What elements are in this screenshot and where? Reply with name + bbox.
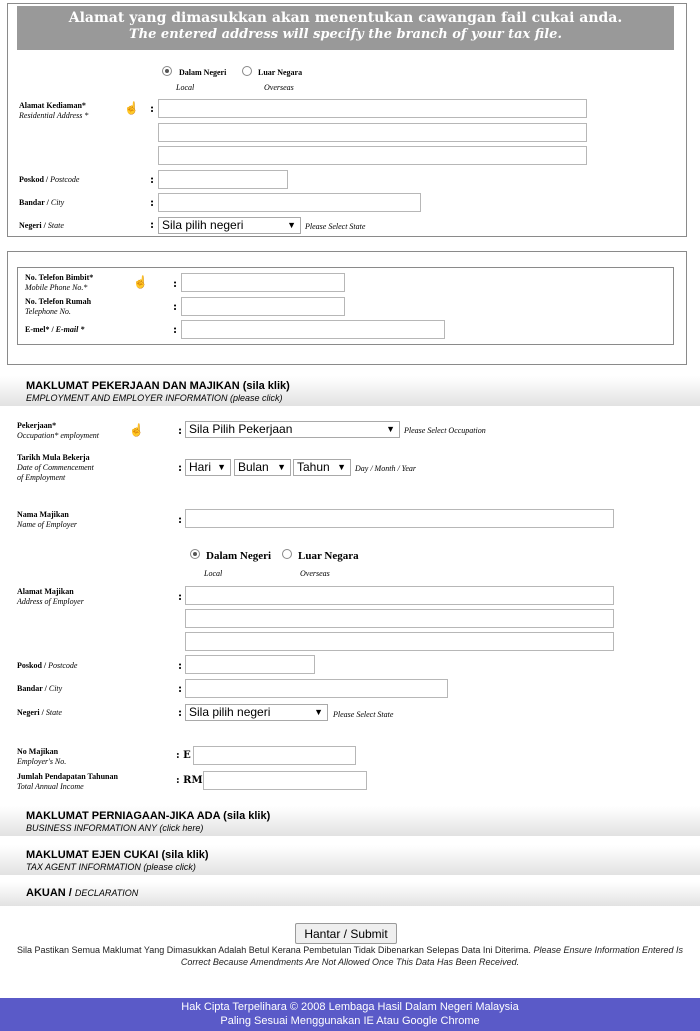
radio-employer-local-label: Dalam Negeri [206, 550, 272, 562]
colon: : [173, 300, 178, 313]
radio-residential-local-label: Dalam Negeri [179, 68, 227, 77]
employer-postcode-label: Poskod / Postcode [17, 661, 78, 670]
home-phone-label: No. Telefon Rumah Telephone No. [25, 297, 92, 316]
colon: : [173, 277, 178, 290]
radio-residential-local-en: Local [176, 83, 195, 92]
residential-city-label: Bandar / City [19, 198, 65, 207]
footer-browser-note: Paling Sesuai Menggunakan IE Atau Google Chrome [220, 1015, 480, 1027]
radio-employer-local-en: Local [204, 569, 223, 578]
occupation-label: Pekerjaan* Occupation* employment [17, 421, 99, 440]
address-banner [17, 6, 674, 50]
radio-employer-local[interactable] [190, 549, 200, 559]
email-label: E-mel* / E-mail * [25, 325, 85, 334]
radio-employer-overseas-label: Luar Negara [298, 550, 359, 562]
footer-copyright: Hak Cipta Terpelihara © 2008 Lembaga Hasil Dalam Negeri Malaysia [181, 1001, 519, 1013]
chevron-down-icon: ▼ [287, 220, 296, 230]
employer-address-line1[interactable] [185, 586, 614, 605]
mobile-phone-label: No. Telefon Bimbit* Mobile Phone No.* [25, 273, 94, 292]
colon: : [178, 682, 183, 695]
radio-residential-local[interactable] [162, 66, 172, 76]
employer-city-input[interactable] [185, 679, 448, 698]
submit-button[interactable]: Hantar / Submit [295, 923, 397, 944]
annual-income-input[interactable] [203, 771, 367, 790]
month-select[interactable]: Bulan ▼ [234, 459, 291, 476]
employer-state-label: Negeri / State [17, 708, 62, 717]
declaration-label-en: DECLARATION [74, 888, 139, 898]
residential-address-label: Alamat Kediaman* Residential Address * [19, 101, 89, 120]
employer-address-line2[interactable] [185, 609, 614, 628]
mobile-phone-input[interactable] [181, 273, 345, 292]
chevron-down-icon: ▼ [337, 462, 346, 472]
employer-postcode-input[interactable] [185, 655, 315, 674]
radio-residential-overseas-label: Luar Negara [258, 68, 303, 77]
pointer-hand-icon: ☝ [129, 423, 144, 437]
radio-employer-overseas[interactable] [282, 549, 292, 559]
employer-name-label: Nama Majikan Name of Employer [17, 510, 77, 529]
colon: : [178, 513, 183, 526]
radio-residential-overseas-en: Overseas [264, 83, 294, 92]
employer-address-label: Alamat Majikan Address of Employer [17, 587, 84, 606]
chevron-down-icon: ▼ [277, 462, 286, 472]
residential-city-input[interactable] [158, 193, 421, 212]
banner-line-ms: Alamat yang dimasukkan akan menentukan cawangan fail cukai anda. [68, 10, 623, 26]
employer-name-input[interactable] [185, 509, 614, 528]
employer-city-label: Bandar / City [17, 684, 63, 693]
residential-address-line1[interactable] [158, 99, 587, 118]
colon: : [150, 196, 155, 209]
tax-agent-section-header[interactable]: MAKLUMAT EJEN CUKAI (sila klik) TAX AGENT INFORMATION (please click) [0, 845, 700, 875]
colon: : [150, 173, 155, 186]
chevron-down-icon: ▼ [314, 707, 323, 717]
residential-address-line2[interactable] [158, 123, 587, 142]
email-input[interactable] [181, 320, 445, 339]
colon: : [178, 424, 183, 437]
pointer-hand-icon: ☝ [133, 275, 148, 289]
residential-postcode-input[interactable] [158, 170, 288, 189]
colon: : [178, 461, 183, 474]
banner-line-en: The entered address will specify the branch of your tax file. [129, 27, 562, 42]
radio-employer-overseas-en: Overseas [300, 569, 330, 578]
employer-state-select[interactable]: Sila pilih negeri ▼ [185, 704, 328, 721]
occupation-select[interactable]: Sila Pilih Pekerjaan ▼ [185, 421, 400, 438]
day-select[interactable]: Hari ▼ [185, 459, 231, 476]
employer-address-line3[interactable] [185, 632, 614, 651]
employment-section-header[interactable]: MAKLUMAT PEKERJAAN DAN MAJIKAN (sila klik) EMPLOYMENT AND EMPLOYER INFORMATION (please click) [0, 376, 700, 406]
employer-state-hint: Please Select State [333, 710, 394, 719]
business-section-header[interactable]: MAKLUMAT PERNIAGAAN-JIKA ADA (sila klik) BUSINESS INFORMATION ANY (click here) [0, 806, 700, 836]
notice-ms: Sila Pastikan Semua Maklumat Yang Dimasukkan Adalah Betul Kerana Pembetulan Tidak Dibenarkan Selepas Data Ini Diterima. [16, 945, 531, 955]
footer [0, 998, 700, 1031]
residential-state-label: Negeri / State [19, 221, 64, 230]
occupation-hint: Please Select Occupation [404, 426, 486, 435]
declaration-section-header[interactable] [0, 882, 700, 906]
chevron-down-icon: ▼ [217, 462, 226, 472]
start-date-label: Tarikh Mula Bekerja Date of Commencement of Employment [17, 453, 94, 482]
colon: : [178, 706, 183, 719]
colon: : [150, 218, 155, 231]
year-select[interactable]: Tahun ▼ [293, 459, 351, 476]
declaration-label: AKUAN / [26, 887, 72, 899]
residential-postcode-label: Poskod / Postcode [19, 175, 80, 184]
notice-en: Please Ensure Information Entered Is Correct Because Amendments Are Not Allowed Once This Data Has Been Received. [180, 945, 684, 967]
colon: : [178, 590, 183, 603]
pointer-hand-icon: ☝ [124, 101, 139, 115]
colon: : [178, 659, 183, 672]
annual-income-prefix: : RM [176, 775, 203, 786]
employer-number-label: No Majikan Employer's No. [17, 747, 67, 766]
date-hint: Day / Month / Year [355, 464, 417, 473]
annual-income-label: Jumlah Pendapatan Tahunan Total Annual Income [17, 772, 118, 791]
submission-notice [8, 944, 692, 968]
colon: : [150, 102, 155, 115]
home-phone-input[interactable] [181, 297, 345, 316]
residential-state-hint: Please Select State [305, 222, 366, 231]
colon: : [173, 323, 178, 336]
employer-number-input[interactable] [193, 746, 356, 765]
residential-state-select[interactable]: Sila pilih negeri ▼ [158, 217, 301, 234]
chevron-down-icon: ▼ [386, 424, 395, 434]
employer-number-prefix: : E [176, 750, 191, 761]
residential-address-line3[interactable] [158, 146, 587, 165]
radio-residential-overseas[interactable] [242, 66, 252, 76]
